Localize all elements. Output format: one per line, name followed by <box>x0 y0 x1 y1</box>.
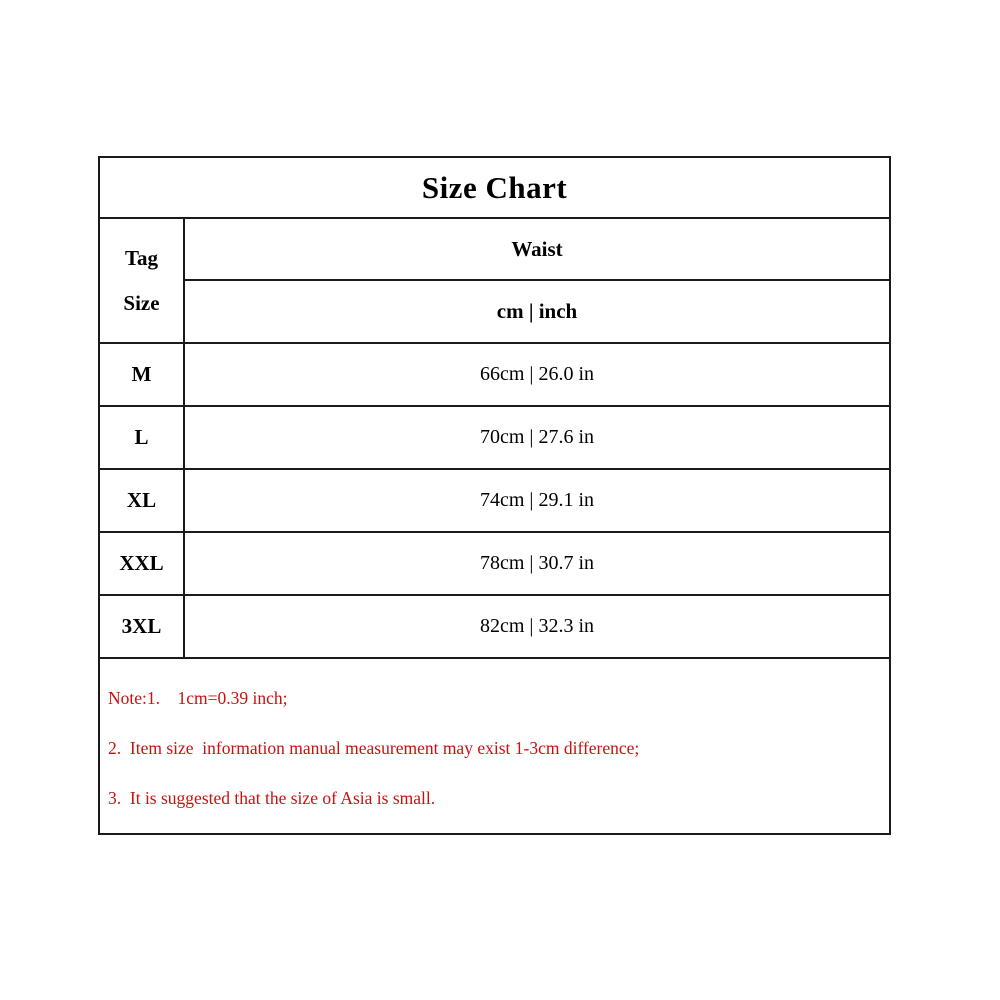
table-row <box>100 344 889 407</box>
size-label-cell: L <box>100 407 185 468</box>
size-chart-table <box>98 156 891 835</box>
size-label-cell: 3XL <box>100 596 185 657</box>
table-row <box>100 470 889 533</box>
size-label-cell: XXL <box>100 533 185 594</box>
note-line: 2. Item size information manual measurement may exist 1-3cm difference; <box>108 737 640 758</box>
header-tag-label: Tag <box>124 245 159 270</box>
measurement-value-cell: 66cm | 26.0 in <box>480 363 594 385</box>
notes-section <box>100 659 889 832</box>
header-cell-unit: cm | inch <box>496 299 578 323</box>
note-line: Note:1. 1cm=0.39 inch; <box>108 687 288 708</box>
header-cell-tag-size <box>100 219 185 342</box>
table-row <box>100 533 889 596</box>
size-chart-title: Size Chart <box>100 158 889 219</box>
table-row <box>100 596 889 659</box>
size-label-cell: XL <box>100 470 185 531</box>
size-label-cell: M <box>100 344 185 405</box>
table-header-row <box>100 219 889 344</box>
measurement-value-cell: 70cm | 27.6 in <box>480 426 594 448</box>
header-measure-column <box>185 219 889 342</box>
table-row <box>100 407 889 470</box>
measurement-value-cell: 78cm | 30.7 in <box>480 552 594 574</box>
measurement-value-cell: 74cm | 29.1 in <box>480 489 594 511</box>
measurement-value-cell: 82cm | 32.3 in <box>480 615 594 637</box>
note-line: 3. It is suggested that the size of Asia is small. <box>108 788 436 809</box>
header-size-label: Size <box>123 290 160 315</box>
header-cell-waist: Waist <box>185 219 889 281</box>
